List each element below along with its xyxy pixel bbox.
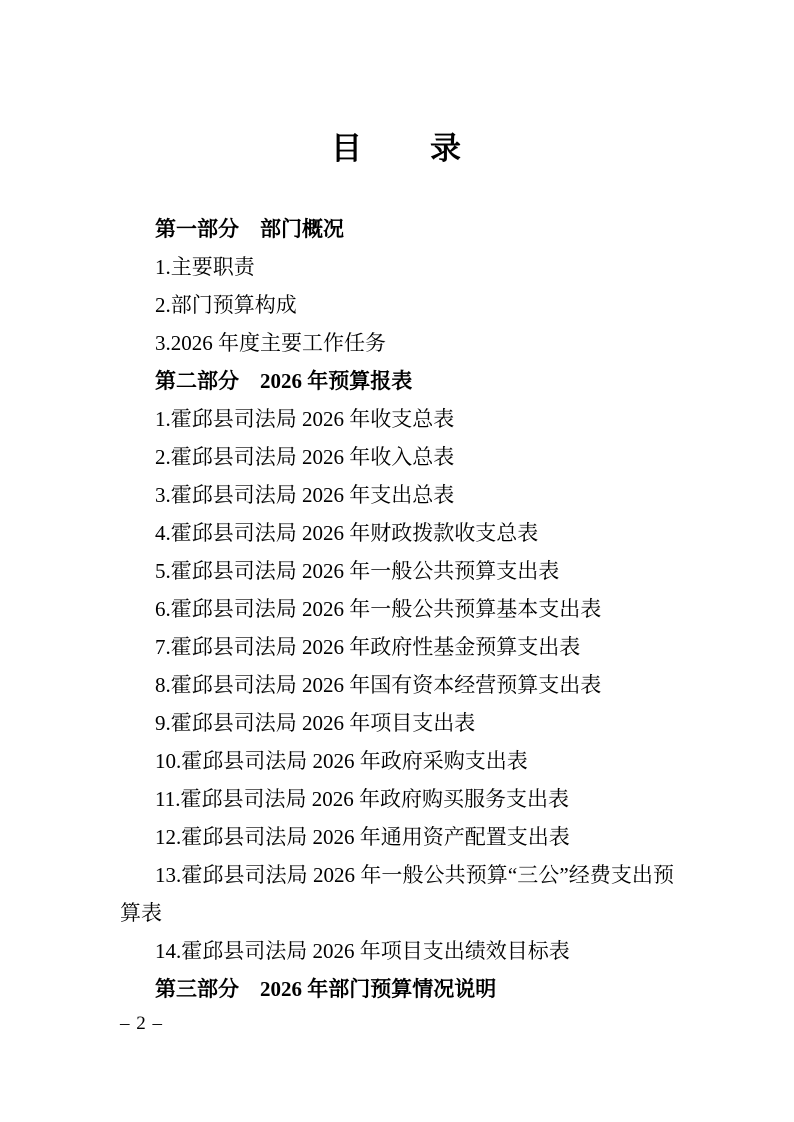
toc-item: 5.霍邱县司法局 2026 年一般公共预算支出表 bbox=[155, 559, 560, 583]
toc-item: 13.霍邱县司法局 2026 年一般公共预算“三公”经费支出预算表 bbox=[120, 863, 674, 925]
toc-item: 9.霍邱县司法局 2026 年项目支出表 bbox=[155, 711, 476, 735]
toc-item: 1.霍邱县司法局 2026 年收支总表 bbox=[155, 407, 455, 431]
toc-item: 1.主要职责 bbox=[155, 255, 255, 279]
toc-item: 7.霍邱县司法局 2026 年政府性基金预算支出表 bbox=[155, 635, 581, 659]
toc-section-heading: 第二部分 2026 年预算报表 bbox=[155, 369, 413, 393]
toc-item: 8.霍邱县司法局 2026 年国有资本经营预算支出表 bbox=[155, 673, 602, 697]
toc-section-heading: 第一部分 部门概况 bbox=[155, 217, 344, 241]
toc-item: 2.霍邱县司法局 2026 年收入总表 bbox=[155, 445, 455, 469]
toc-item: 3.霍邱县司法局 2026 年支出总表 bbox=[155, 483, 455, 507]
toc-item: 6.霍邱县司法局 2026 年一般公共预算基本支出表 bbox=[155, 597, 602, 621]
page-title: 目 录 bbox=[331, 131, 463, 166]
toc-item: 11.霍邱县司法局 2026 年政府购买服务支出表 bbox=[155, 787, 569, 811]
toc bbox=[0, 210, 794, 1008]
page-number: – 2 – bbox=[120, 1013, 163, 1034]
toc-section-heading: 第三部分 2026 年部门预算情况说明 bbox=[155, 977, 497, 1001]
toc-item: 3.2026 年度主要工作任务 bbox=[155, 331, 386, 355]
toc-item: 14.霍邱县司法局 2026 年项目支出绩效目标表 bbox=[155, 939, 570, 963]
toc-item: 2.部门预算构成 bbox=[155, 293, 297, 317]
toc-item: 10.霍邱县司法局 2026 年政府采购支出表 bbox=[155, 749, 528, 773]
toc-item: 4.霍邱县司法局 2026 年财政拨款收支总表 bbox=[155, 521, 539, 545]
toc-item: 12.霍邱县司法局 2026 年通用资产配置支出表 bbox=[155, 825, 570, 849]
